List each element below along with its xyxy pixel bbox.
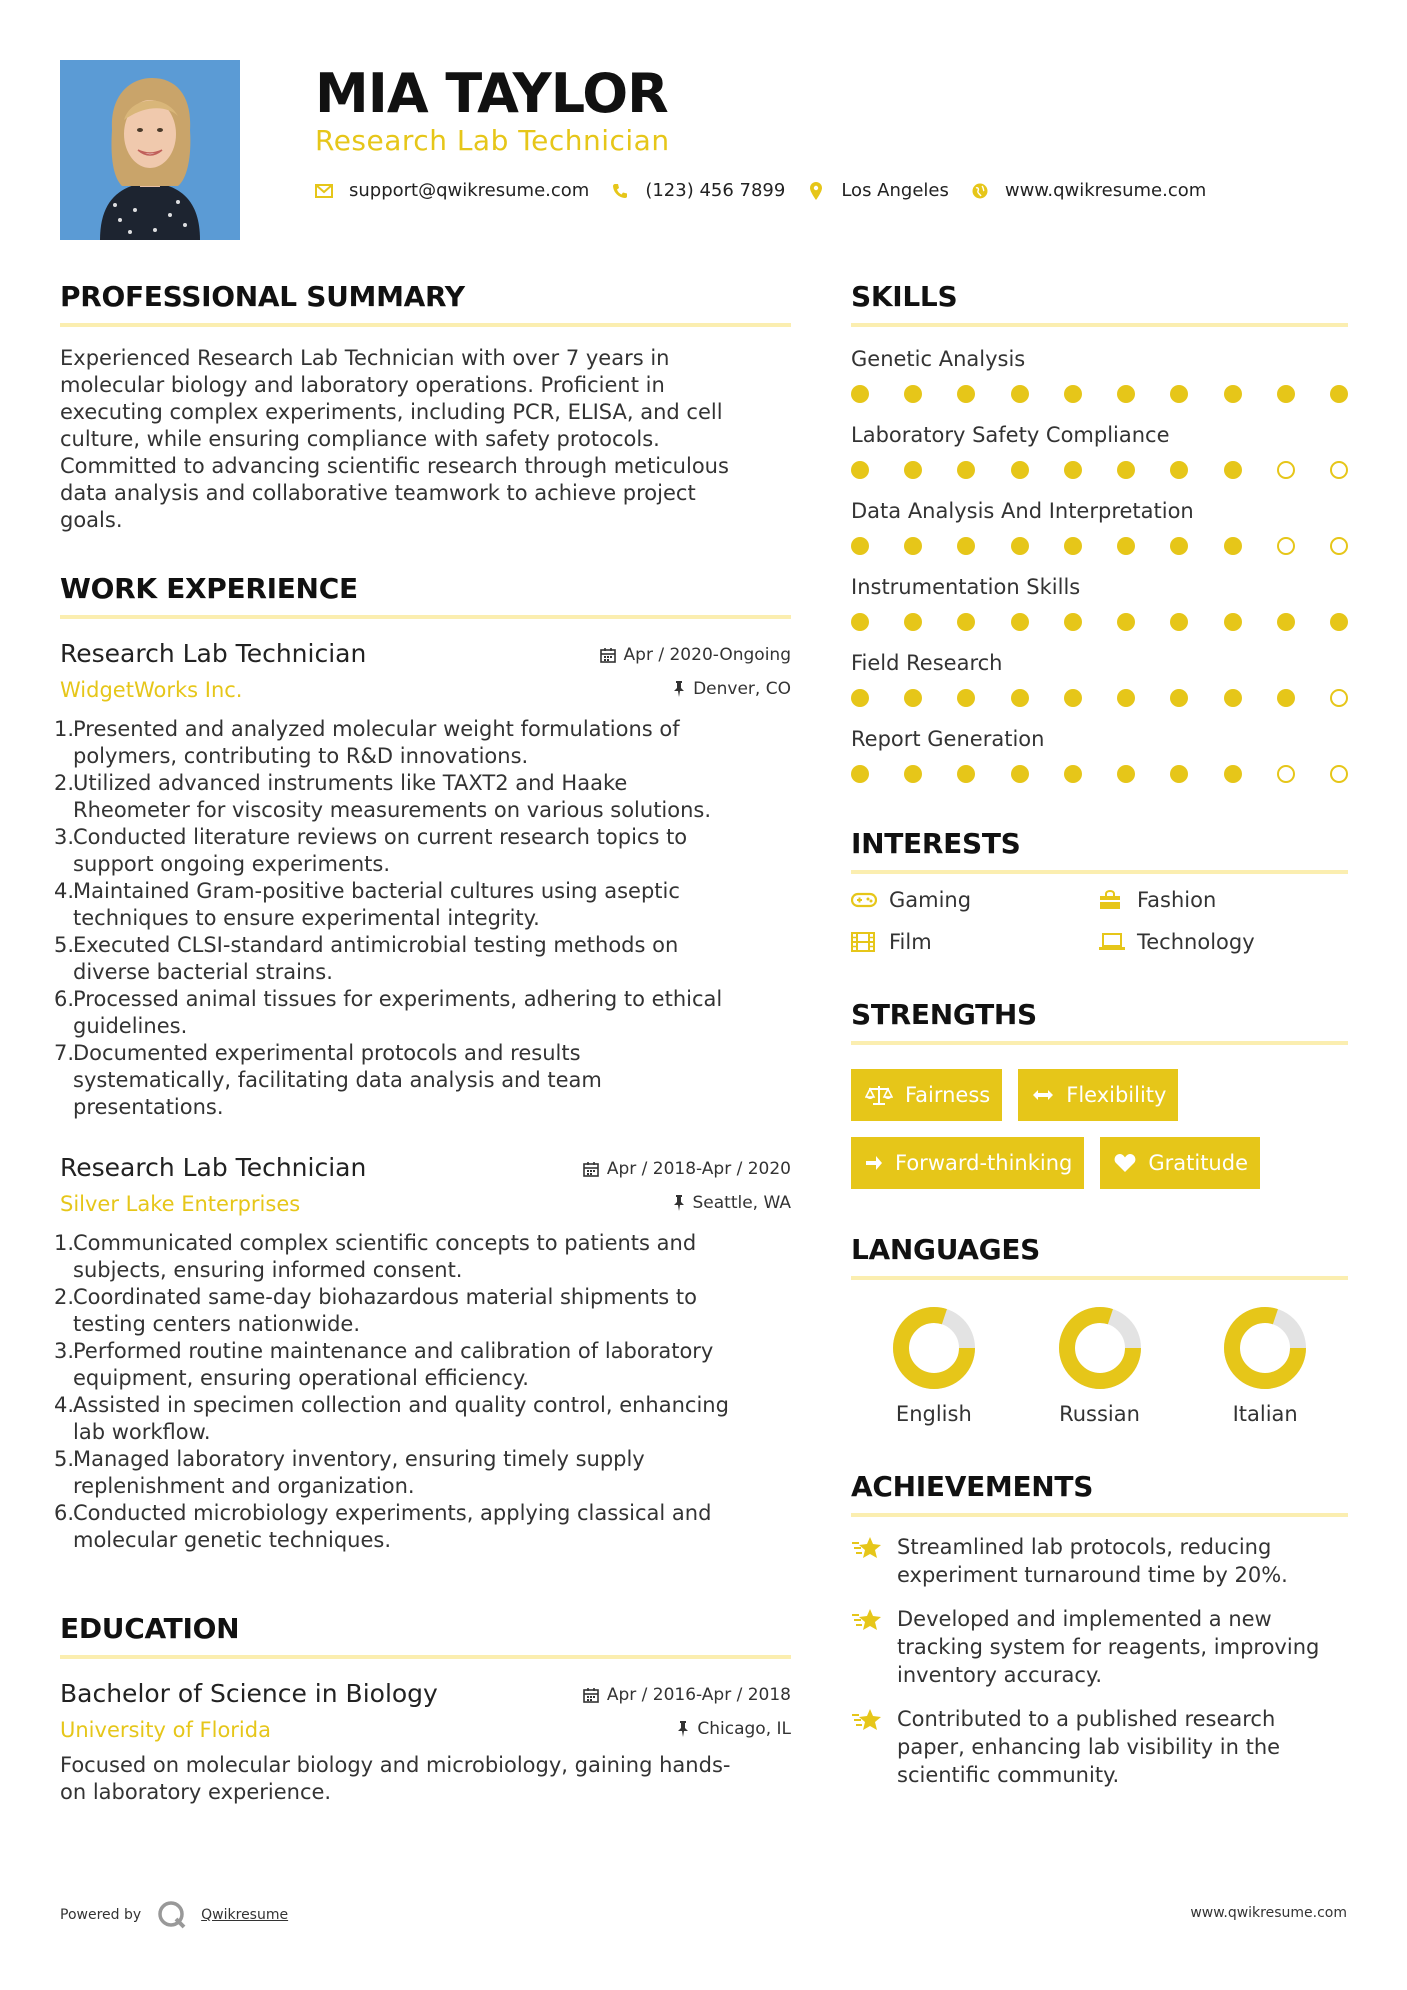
- rating-dot-filled: [1277, 613, 1295, 631]
- section-divider: [851, 323, 1348, 327]
- calendar-icon: [600, 647, 616, 663]
- section-divider: [851, 1513, 1348, 1517]
- education-description: [60, 1752, 791, 1806]
- job-company: Silver Lake Enterprises: [60, 1192, 301, 1216]
- rating-dot-empty: [1330, 689, 1348, 707]
- list-item: 1. Presented and analyzed molecular weight formulations of polymers, contributing to R&D innovations.: [54, 717, 680, 768]
- gamepad-icon: [851, 889, 877, 911]
- qwikresume-logo-icon: [157, 1900, 187, 1930]
- job-bullets: [54, 1230, 791, 1554]
- rating-dot-filled: [1170, 613, 1188, 631]
- rating-dot-empty: [1277, 537, 1295, 555]
- rating-dot-empty: [1277, 461, 1295, 479]
- rating-dot-filled: [904, 689, 922, 707]
- rating-dot-filled: [1064, 537, 1082, 555]
- achievement-line: Streamlined lab protocols, reducing: [897, 1535, 1272, 1559]
- rating-dot-filled: [1330, 385, 1348, 403]
- rating-dot-filled: [1011, 385, 1029, 403]
- skill-item: [851, 575, 1348, 631]
- pushpin-icon: [673, 681, 685, 697]
- rating-dot-filled: [1064, 765, 1082, 783]
- strength-label: Flexibility: [1066, 1083, 1167, 1107]
- rating-dot-filled: [1117, 613, 1135, 631]
- contact-website[interactable]: [971, 180, 1206, 201]
- skill-name: Field Research: [851, 651, 1003, 675]
- education-location: [677, 1719, 791, 1739]
- rating-dot-filled: [1224, 537, 1242, 555]
- star-icon: [851, 1607, 883, 1689]
- languages-section: [851, 1233, 1348, 1426]
- rating-dot-filled: [957, 689, 975, 707]
- education-date: [583, 1685, 791, 1705]
- interests-heading: INTERESTS: [851, 827, 1021, 860]
- skill-name: Report Generation: [851, 727, 1045, 751]
- skill-item: [851, 347, 1348, 403]
- summary-line: executing complex experiments, including PCR, ELISA, and cell: [60, 400, 723, 424]
- skills-heading: SKILLS: [851, 280, 958, 313]
- language-level-ring: [1221, 1304, 1309, 1392]
- achievement-line: inventory accuracy.: [897, 1663, 1103, 1687]
- rating-dot-filled: [957, 537, 975, 555]
- skill-item: [851, 727, 1348, 783]
- interests-section: [851, 827, 1348, 954]
- rating-dot-empty: [1330, 537, 1348, 555]
- rating-dot-filled: [1224, 689, 1242, 707]
- summary-line: Experienced Research Lab Technician with over 7 years in: [60, 346, 670, 370]
- candidate-name: MIA TAYLOR: [315, 62, 668, 125]
- contact-email[interactable]: [315, 180, 589, 201]
- achievements-heading: ACHIEVEMENTS: [851, 1470, 1094, 1503]
- language-level-ring: [1056, 1304, 1144, 1392]
- education-location-text: Chicago, IL: [697, 1719, 791, 1739]
- star-icon: [851, 1535, 883, 1589]
- experience-section: [54, 572, 791, 1554]
- job-location: [673, 679, 791, 699]
- website-text: www.qwikresume.com: [1004, 180, 1207, 201]
- strengths-heading: STRENGTHS: [851, 998, 1037, 1031]
- right-column: [851, 280, 1348, 1789]
- job-date-text: Apr / 2018-Apr / 2020: [606, 1159, 791, 1179]
- arrow-right-icon: [865, 1155, 883, 1171]
- rating-dot-filled: [904, 537, 922, 555]
- strength-tag: [851, 1069, 1002, 1121]
- list-item: 1. Communicated complex scientific concepts to patients and subjects, ensuring informed consent.: [54, 1231, 697, 1282]
- contact-location: [807, 180, 949, 201]
- rating-dot-filled: [1117, 385, 1135, 403]
- skill-item: [851, 499, 1348, 555]
- envelope-icon: [315, 182, 333, 200]
- achievement-item: [851, 1705, 1348, 1789]
- rating-dot-filled: [1117, 765, 1135, 783]
- language-level-ring: [890, 1304, 978, 1392]
- rating-dot-filled: [1170, 537, 1188, 555]
- list-item: 4. Maintained Gram-positive bacterial cultures using aseptic techniques to ensure experimental integrity.: [54, 879, 680, 930]
- achievements-list: [851, 1533, 1348, 1789]
- footer-powered-by: [60, 1900, 288, 1930]
- language-item: [851, 1304, 1017, 1426]
- rating-dot-filled: [904, 613, 922, 631]
- experience-heading: WORK EXPERIENCE: [60, 572, 358, 605]
- rating-dot-filled: [1117, 689, 1135, 707]
- section-divider: [851, 1276, 1348, 1280]
- phone-icon: [611, 182, 629, 200]
- achievement-line: Contributed to a published research: [897, 1707, 1276, 1731]
- skill-name: Laboratory Safety Compliance: [851, 423, 1170, 447]
- footer-website[interactable]: www.qwikresume.com: [1190, 1905, 1347, 1921]
- rating-dot-filled: [1170, 461, 1188, 479]
- summary-line: culture, while ensuring compliance with safety protocols.: [60, 427, 660, 451]
- achievement-line: paper, enhancing lab visibility in the: [897, 1735, 1281, 1759]
- portrait-image: [60, 60, 240, 240]
- rating-dot-filled: [1277, 689, 1295, 707]
- interest-label: Film: [889, 930, 932, 954]
- strength-label: Gratitude: [1148, 1151, 1248, 1175]
- job-title: Research Lab Technician: [60, 639, 367, 668]
- strength-tag: [1100, 1137, 1260, 1189]
- skill-rating: [851, 461, 1348, 479]
- rating-dot-filled: [1117, 461, 1135, 479]
- list-item: 6. Conducted microbiology experiments, applying classical and molecular genetic techniques.: [54, 1501, 712, 1552]
- candidate-title: Research Lab Technician: [315, 124, 670, 157]
- job-entry: [54, 639, 791, 1121]
- section-divider: [851, 870, 1348, 874]
- job-company: WidgetWorks Inc.: [60, 678, 243, 702]
- language-name: English: [895, 1402, 972, 1426]
- arrows-horizontal-icon: [1032, 1088, 1054, 1102]
- rating-dot-filled: [957, 385, 975, 403]
- list-item: 3. Performed routine maintenance and calibration of laboratory equipment, ensuring operational efficiency.: [54, 1339, 714, 1390]
- rating-dot-empty: [1330, 765, 1348, 783]
- rating-dot-filled: [851, 461, 869, 479]
- school-name: University of Florida: [60, 1718, 271, 1742]
- rating-dot-filled: [1011, 613, 1029, 631]
- film-icon: [851, 931, 877, 953]
- skill-name: Genetic Analysis: [851, 347, 1026, 371]
- globe-icon: [971, 182, 989, 200]
- rating-dot-filled: [1064, 613, 1082, 631]
- summary-line: goals.: [60, 508, 123, 532]
- job-location-text: Denver, CO: [693, 679, 791, 699]
- achievements-section: [851, 1470, 1348, 1789]
- rating-dot-filled: [1224, 461, 1242, 479]
- languages-list: [851, 1304, 1348, 1426]
- rating-dot-filled: [1011, 689, 1029, 707]
- balance-scale-icon: [865, 1085, 893, 1105]
- skill-rating: [851, 613, 1348, 631]
- location-text: Los Angeles: [841, 180, 949, 201]
- rating-dot-filled: [1064, 689, 1082, 707]
- profile-photo: [60, 60, 240, 240]
- contact-bar: [315, 180, 1228, 201]
- rating-dot-filled: [1011, 765, 1029, 783]
- skills-section: [851, 280, 1348, 783]
- list-item: 5. Executed CLSI-standard antimicrobial testing methods on diverse bacterial strains.: [54, 933, 679, 984]
- job-date: [600, 645, 791, 665]
- job-date: [583, 1159, 791, 1179]
- job-location: [673, 1193, 792, 1213]
- star-icon: [851, 1707, 883, 1789]
- email-text: support@qwikresume.com: [349, 180, 590, 201]
- powered-by-text: Powered by: [60, 1907, 142, 1923]
- job-date-text: Apr / 2020-Ongoing: [623, 645, 791, 665]
- pushpin-icon: [677, 1721, 689, 1737]
- rating-dot-filled: [1170, 385, 1188, 403]
- section-divider: [60, 1655, 791, 1659]
- achievement-item: [851, 1605, 1348, 1689]
- rating-dot-filled: [1117, 537, 1135, 555]
- strength-label: Forward-thinking: [895, 1151, 1073, 1175]
- list-item: 5. Managed laboratory inventory, ensuring timely supply replenishment and organization.: [54, 1447, 645, 1498]
- contact-phone[interactable]: [611, 180, 785, 201]
- phone-text: (123) 456 7899: [645, 180, 786, 201]
- language-item: [1017, 1304, 1183, 1426]
- interest-label: Fashion: [1137, 888, 1217, 912]
- rating-dot-filled: [1224, 613, 1242, 631]
- interest-label: Gaming: [889, 888, 972, 912]
- achievement-line: tracking system for reagents, improving: [897, 1635, 1320, 1659]
- skill-name: Instrumentation Skills: [851, 575, 1081, 599]
- language-name: Italian: [1232, 1402, 1298, 1426]
- map-pin-icon: [807, 182, 825, 200]
- interest-item: [1099, 888, 1347, 912]
- left-column: [54, 280, 791, 1806]
- education-entry: [60, 1679, 791, 1806]
- skill-name: Data Analysis And Interpretation: [851, 499, 1194, 523]
- skill-item: [851, 423, 1348, 479]
- description-line: Focused on molecular biology and microbiology, gaining hands-: [60, 1753, 731, 1777]
- skill-rating: [851, 385, 1348, 403]
- rating-dot-filled: [851, 765, 869, 783]
- interest-item: [851, 888, 1099, 912]
- summary-line: molecular biology and laboratory operations. Proficient in: [60, 373, 665, 397]
- job-bullets: [54, 716, 791, 1121]
- skill-rating: [851, 537, 1348, 555]
- language-item: [1182, 1304, 1348, 1426]
- rating-dot-filled: [1170, 689, 1188, 707]
- achievement-text: [897, 1533, 1288, 1589]
- education-heading: EDUCATION: [60, 1612, 240, 1645]
- summary-line: Committed to advancing scientific research through meticulous: [60, 454, 729, 478]
- skill-item: [851, 651, 1348, 707]
- rating-dot-filled: [1064, 385, 1082, 403]
- achievement-text: [897, 1605, 1319, 1689]
- rating-dot-filled: [1170, 765, 1188, 783]
- achievement-line: Developed and implemented a new: [897, 1607, 1272, 1631]
- rating-dot-filled: [904, 765, 922, 783]
- rating-dot-filled: [1277, 385, 1295, 403]
- rating-dot-filled: [904, 385, 922, 403]
- section-divider: [851, 1041, 1348, 1045]
- achievement-line: experiment turnaround time by 20%.: [897, 1563, 1288, 1587]
- rating-dot-filled: [957, 461, 975, 479]
- interest-item: [851, 930, 1099, 954]
- education-section: [60, 1612, 791, 1806]
- rating-dot-filled: [851, 537, 869, 555]
- section-divider: [60, 615, 791, 619]
- rating-dot-filled: [1064, 461, 1082, 479]
- job-location-text: Seattle, WA: [692, 1193, 791, 1213]
- summary-section: [60, 280, 791, 534]
- interest-item: [1099, 930, 1347, 954]
- heart-icon: [1114, 1153, 1136, 1173]
- rating-dot-filled: [1011, 537, 1029, 555]
- strength-tag: [1018, 1069, 1178, 1121]
- job-title: Research Lab Technician: [60, 1153, 367, 1182]
- summary-text: [60, 345, 791, 534]
- rating-dot-empty: [1277, 765, 1295, 783]
- education-date-text: Apr / 2016-Apr / 2018: [606, 1685, 791, 1705]
- skill-rating: [851, 689, 1348, 707]
- degree-title: Bachelor of Science in Biology: [60, 1679, 438, 1708]
- skills-list: [851, 347, 1348, 783]
- description-line: on laboratory experience.: [60, 1780, 332, 1804]
- rating-dot-filled: [904, 461, 922, 479]
- interests-grid: [851, 888, 1348, 954]
- calendar-icon: [583, 1161, 599, 1177]
- qwikresume-link[interactable]: Qwikresume: [201, 1907, 289, 1923]
- list-item: 6. Processed animal tissues for experiments, adhering to ethical guidelines.: [54, 987, 723, 1038]
- rating-dot-empty: [1330, 461, 1348, 479]
- strengths-tags: [851, 1069, 1348, 1189]
- strengths-section: [851, 998, 1348, 1189]
- list-item: 4. Assisted in specimen collection and quality control, enhancing lab workflow.: [54, 1393, 729, 1444]
- calendar-icon: [583, 1687, 599, 1703]
- list-item: 3. Conducted literature reviews on current research topics to support ongoing experiments.: [54, 825, 688, 876]
- rating-dot-filled: [957, 765, 975, 783]
- list-item: 7. Documented experimental protocols and results systematically, facilitating data analysis and team presentations.: [54, 1041, 602, 1119]
- rating-dot-filled: [851, 613, 869, 631]
- rating-dot-filled: [957, 613, 975, 631]
- section-divider: [60, 323, 791, 327]
- rating-dot-filled: [1224, 385, 1242, 403]
- skill-rating: [851, 765, 1348, 783]
- language-name: Russian: [1059, 1402, 1140, 1426]
- achievement-item: [851, 1533, 1348, 1589]
- achievement-line: scientific community.: [897, 1763, 1120, 1787]
- achievement-text: [897, 1705, 1280, 1789]
- list-item: 2. Coordinated same-day biohazardous material shipments to testing centers nationwide.: [54, 1285, 698, 1336]
- languages-heading: LANGUAGES: [851, 1233, 1041, 1266]
- rating-dot-filled: [851, 689, 869, 707]
- strength-label: Fairness: [905, 1083, 991, 1107]
- bag-icon: [1099, 889, 1125, 911]
- job-entry: [54, 1153, 791, 1554]
- rating-dot-filled: [851, 385, 869, 403]
- summary-line: data analysis and collaborative teamwork to achieve project: [60, 481, 696, 505]
- interest-label: Technology: [1137, 930, 1255, 954]
- rating-dot-filled: [1011, 461, 1029, 479]
- summary-heading: PROFESSIONAL SUMMARY: [60, 280, 465, 313]
- list-item: 2. Utilized advanced instruments like TAXT2 and Haake Rheometer for viscosity measurements on various solutions.: [54, 771, 712, 822]
- pushpin-icon: [673, 1195, 685, 1211]
- rating-dot-filled: [1224, 765, 1242, 783]
- strength-tag: [851, 1137, 1084, 1189]
- laptop-icon: [1099, 931, 1125, 953]
- rating-dot-filled: [1330, 613, 1348, 631]
